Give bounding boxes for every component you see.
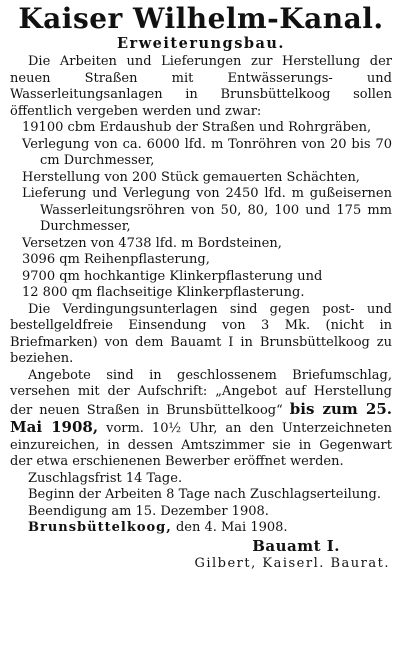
offers-deadline: bis zum 25. Mai 1908, <box>10 399 392 436</box>
place: Brunsbüttelkoog, <box>28 520 172 535</box>
work-item: Verlegung von ca. 6000 lfd. m Tonröhren von 20 bis 70 cm Durchmesser, <box>22 136 392 168</box>
work-item: Versetzen von 4738 lfd. m Bordsteinen, <box>22 235 282 251</box>
issuing-office: Bauamt I. <box>252 536 340 555</box>
work-item: Herstellung von 200 Stück gemauerten Schächten, <box>22 169 360 185</box>
offers-instructions: vorm. 10½ Uhr, an den Unterzeichneten einzureichen, in dessen Amtszimmer sie in Gegenwart der etwa erschienenen Bewerber eröffnet werden. <box>10 421 393 469</box>
notice-subtitle: Erweiterungsbau. <box>117 35 285 52</box>
work-item: 12 800 qm flachseitige Klinkerpflasterung. <box>22 285 305 300</box>
work-completion: Beendigung am 15. Dezember 1908. <box>28 503 269 519</box>
intro-paragraph: Die Arbeiten und Lieferungen zur Herstellung der neuen Straßen mit Entwässerungs- und Wasserleitungsanlagen in Brunsbüttelkoog sollen öffentlich vergeben werden und zwar: <box>10 54 392 119</box>
signatory: Gilbert, Kaiserl. Baurat. <box>194 555 390 571</box>
work-item: 9700 qm hochkantige Klinkerpflasterung und <box>22 268 323 284</box>
work-start: Beginn der Arbeiten 8 Tage nach Zuschlagserteilung. <box>28 487 382 502</box>
work-item: 3096 qm Reihenpflasterung, <box>22 252 210 267</box>
offers-paragraph <box>10 368 392 471</box>
award-period: Zuschlagsfrist 14 Tage. <box>28 470 183 486</box>
date: den 4. Mai 1908. <box>175 520 288 535</box>
work-items-list <box>10 120 392 302</box>
conditions-paragraph: Die Verdingungsunterlagen sind gegen post- und bestellgeldfreie Einsendung von 3 Mk. (nicht in Briefmarken) von dem Bauamt I in Brunsbüttelkoog zu beziehen. <box>10 301 392 366</box>
work-item: Lieferung und Verlegung von 2450 lfd. m gußeisernen Wasserleitungsröhren von 50, 80, 100 und 175 mm Durchmesser, <box>22 186 392 234</box>
work-item: 19100 cbm Erdaushub der Straßen und Rohrgräben, <box>22 120 372 135</box>
place-date-line <box>10 520 392 537</box>
notice-title: Kaiser Wilhelm-Kanal. <box>18 2 384 35</box>
offers-text: Angebote sind in geschlossenem Briefumschlag, versehen mit der Aufschrift: „Angebot auf Herstellung der neuen Straßen in Brunsbüttelkoog“ <box>10 367 392 418</box>
